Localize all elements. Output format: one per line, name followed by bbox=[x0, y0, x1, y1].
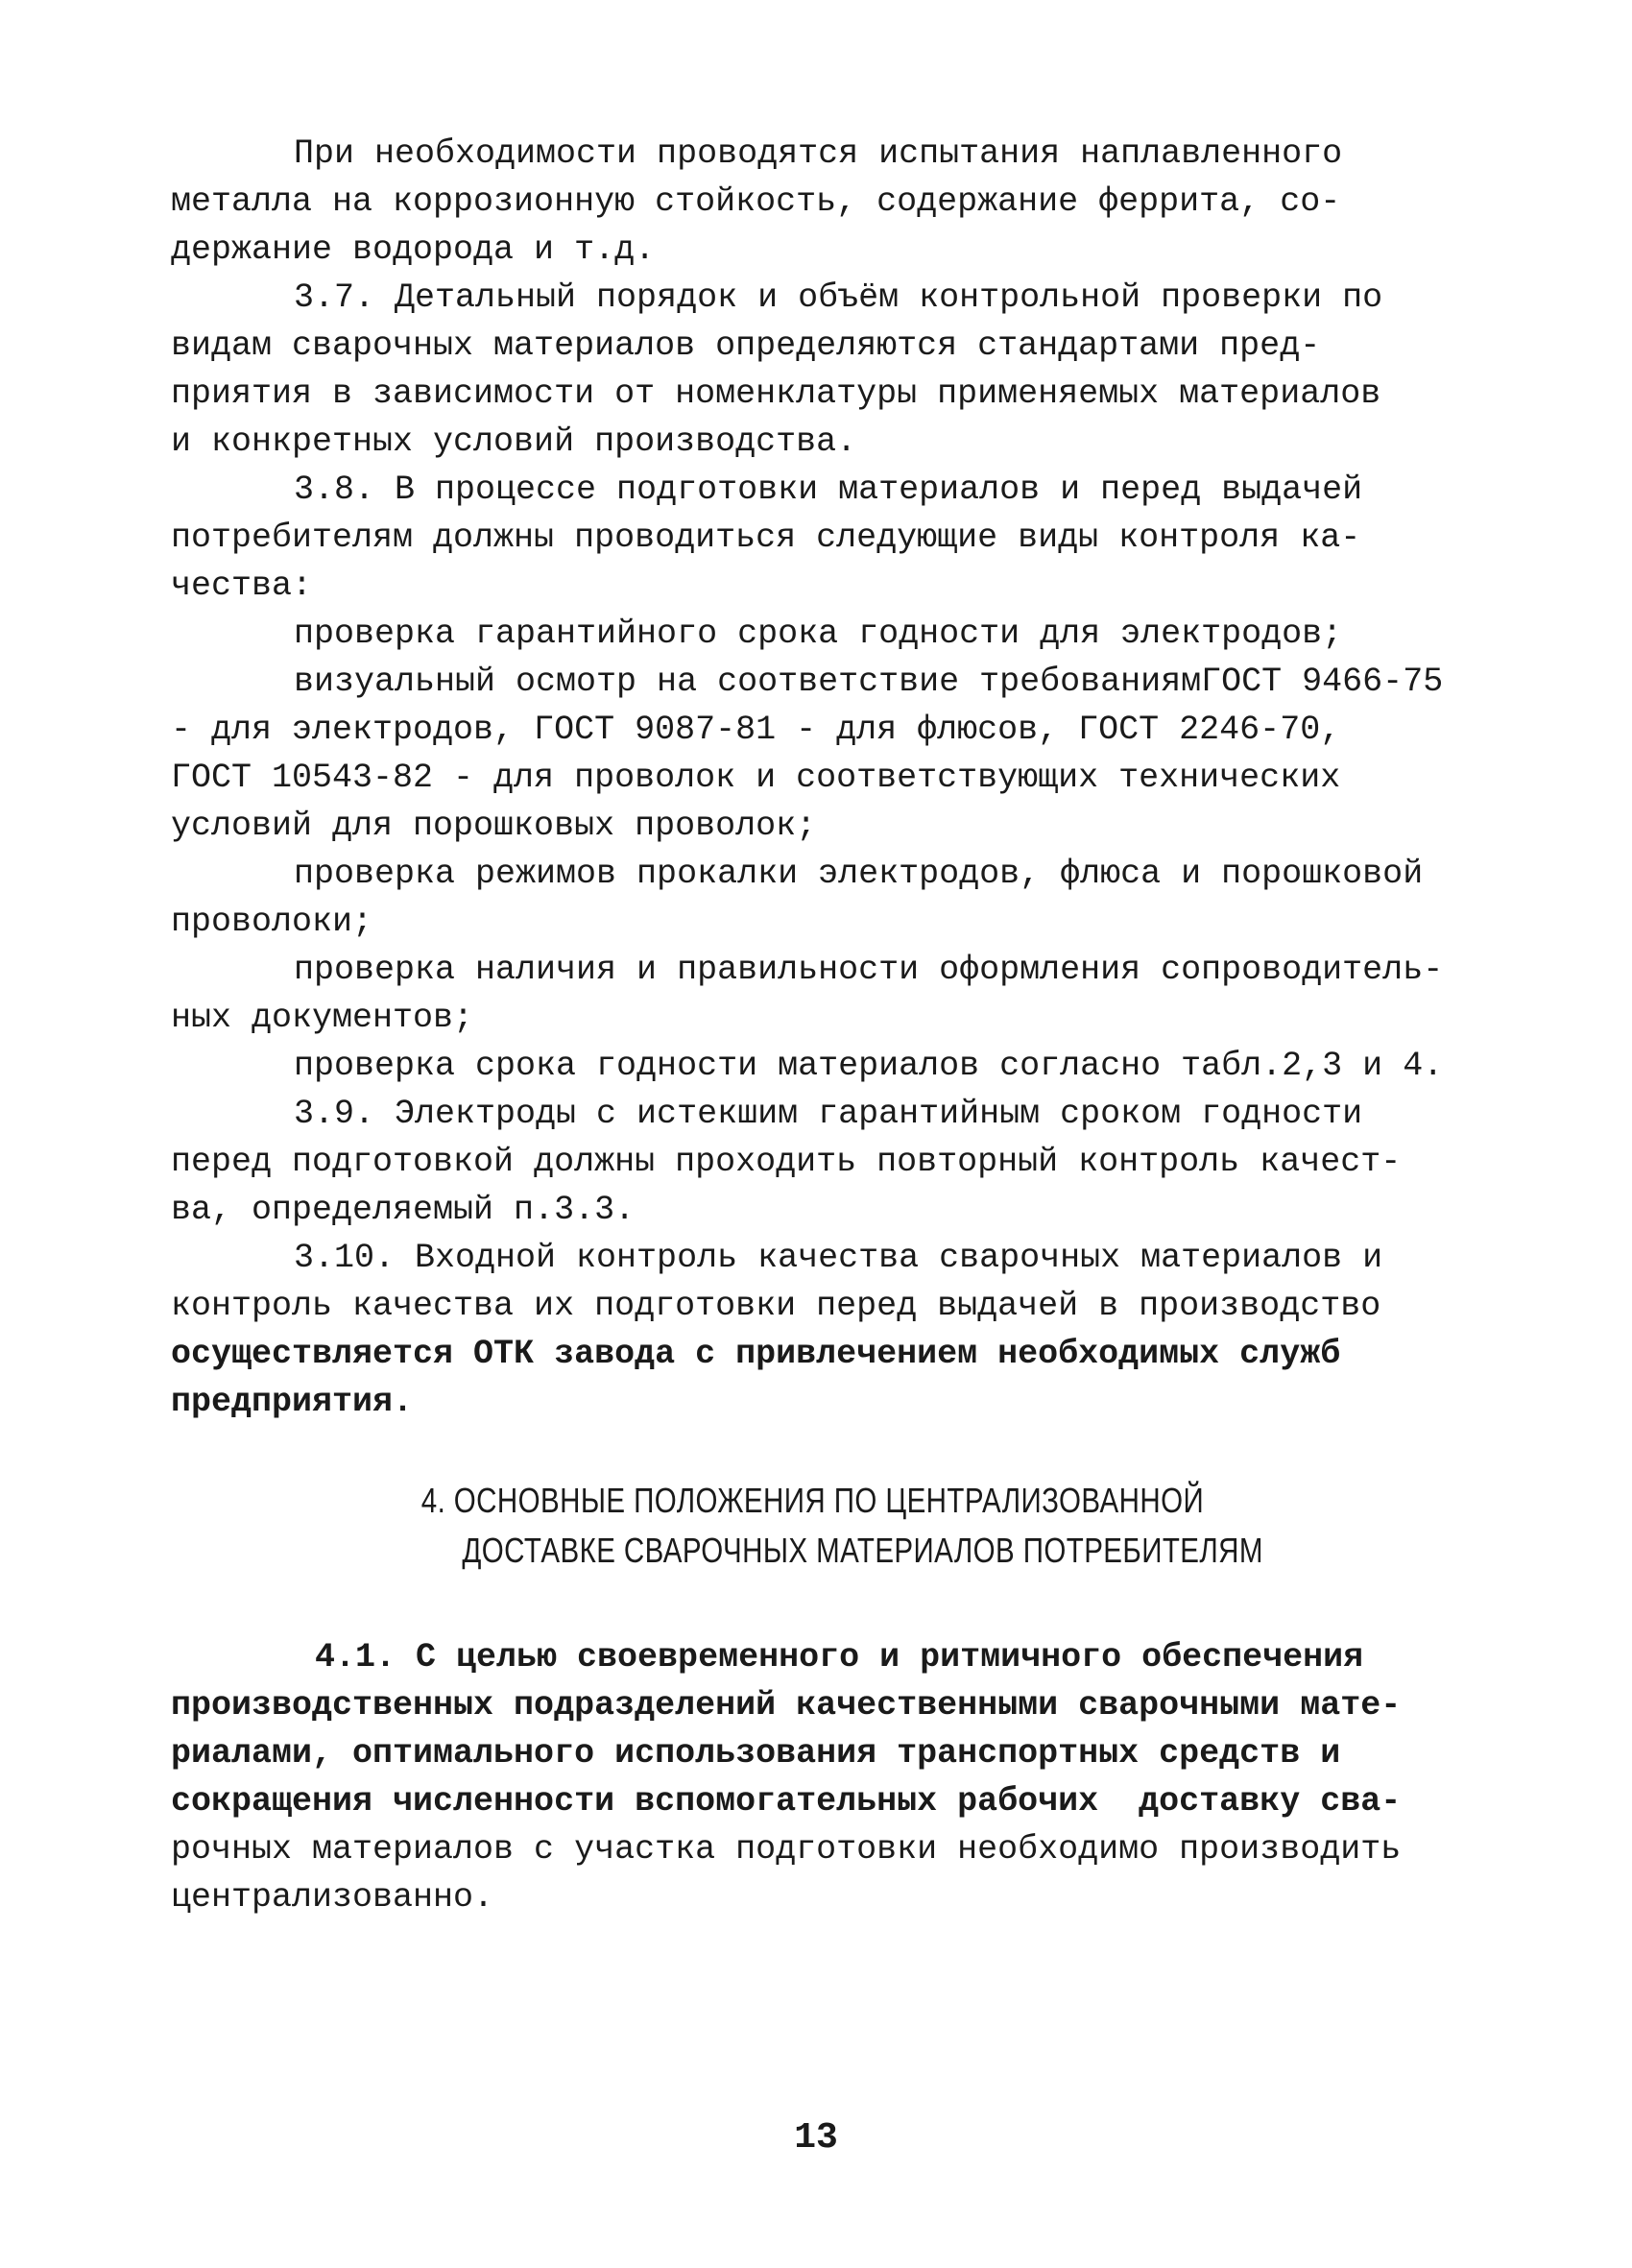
list-item-expiry-electrodes bbox=[171, 610, 1476, 658]
text-line: проверка срока годности материалов согласно табл.2,3 и 4. bbox=[294, 1047, 1444, 1085]
text-line: проверка наличия и правильности оформления сопроводитель- bbox=[294, 951, 1444, 989]
text-line: 3.9. Электроды с истекшим гарантийным сроком годности bbox=[294, 1095, 1363, 1133]
text-line: ва, определяемый п.3.3. bbox=[171, 1191, 636, 1229]
text-line: и конкретных уcловий производства. bbox=[171, 422, 857, 461]
text-line: металла на коррозионную стойкость, содержание феррита, со- bbox=[171, 182, 1341, 221]
section-heading-line: ДОСТАВКЕ СВАРОЧНЫХ МАТЕРИАЛОВ ПОТРЕБИТЕЛЯМ bbox=[462, 1531, 1263, 1570]
paragraph-3-7 bbox=[171, 274, 1476, 466]
text-line: проволоки; bbox=[171, 903, 373, 941]
text-line: риалами, оптимального использования транспортных средств и bbox=[171, 1734, 1341, 1773]
list-item-shelf-life bbox=[171, 1042, 1476, 1090]
text-line: 3.8. В процессе подготовки материалов и перед выдачей bbox=[294, 470, 1363, 509]
paragraph-3-10 bbox=[171, 1234, 1476, 1426]
document-page bbox=[171, 130, 1476, 1921]
text-line: условий для порошковых проволок; bbox=[171, 807, 817, 845]
text-line: - для электродов, ГОСТ 9087-81 - для флюсов, ГОСТ 2246-70, bbox=[171, 711, 1341, 749]
list-item-baking-modes bbox=[171, 850, 1476, 946]
text-line: При необходимости проводятся испытания наплавленного bbox=[294, 134, 1343, 173]
text-line: ГОСТ 10543-82 - для проволок и соответствующих технических bbox=[171, 759, 1341, 797]
text-line: сокращения численности вспомогательных рабочих доставку сва- bbox=[171, 1782, 1402, 1821]
text-line: 4.1. С целью своевременного и ритмичного обеспечения bbox=[315, 1638, 1364, 1677]
paragraph-4-1 bbox=[171, 1633, 1476, 1921]
text-line: приятия в зависимости от номенклатуры применяемых материалов bbox=[171, 374, 1381, 413]
text-line: держание водорода и т.д. bbox=[171, 230, 656, 269]
text-line: проверка гарантийного срока годности для электродов; bbox=[294, 615, 1343, 653]
text-line: видам сварочных материалов определяются стандартами пред- bbox=[171, 326, 1321, 365]
text-line: перед подготовкой должны проходить повторный контроль качест- bbox=[171, 1143, 1402, 1181]
section-heading bbox=[171, 1476, 1476, 1576]
text-line: централизованно. bbox=[171, 1878, 494, 1917]
text-line: рочных материалов с участка подготовки необходимо производить bbox=[171, 1830, 1402, 1869]
text-line: производственных подразделений качественными сварочными мате- bbox=[171, 1686, 1402, 1725]
page-number: 13 bbox=[794, 2117, 838, 2159]
text-line: проверка режимов прокалки электродов, флюса и порошковой bbox=[294, 855, 1424, 893]
section-heading-line: 4. ОСНОВНЫЕ ПОЛОЖЕНИЯ ПО ЦЕНТРАЛИЗОВАННОЙ bbox=[420, 1481, 1205, 1520]
paragraph-testing bbox=[171, 130, 1476, 274]
paragraph-3-9 bbox=[171, 1090, 1476, 1234]
paragraph-3-8 bbox=[171, 466, 1476, 610]
text-line: осуществляется ОТК завода с привлечением необходимых служб bbox=[171, 1335, 1341, 1373]
text-line: чества: bbox=[171, 567, 313, 605]
list-item-visual-inspection bbox=[171, 658, 1476, 850]
text-line: предприятия. bbox=[171, 1383, 414, 1421]
text-line: 3.10. Входной контроль качества сварочных материалов и bbox=[294, 1239, 1383, 1277]
text-line: контроль качества их подготовки перед выдачей в производство bbox=[171, 1287, 1381, 1325]
list-item-documents bbox=[171, 946, 1476, 1042]
text-line: 3.7. Детальный порядок и объём контрольной проверки по bbox=[294, 278, 1383, 317]
text-line: потребителям должны проводиться следующие виды контроля ка- bbox=[171, 519, 1361, 557]
text-line: ных документов; bbox=[171, 999, 474, 1037]
text-line: визуальный осмотр на соответствие требованиямГОСТ 9466-75 bbox=[294, 663, 1444, 701]
